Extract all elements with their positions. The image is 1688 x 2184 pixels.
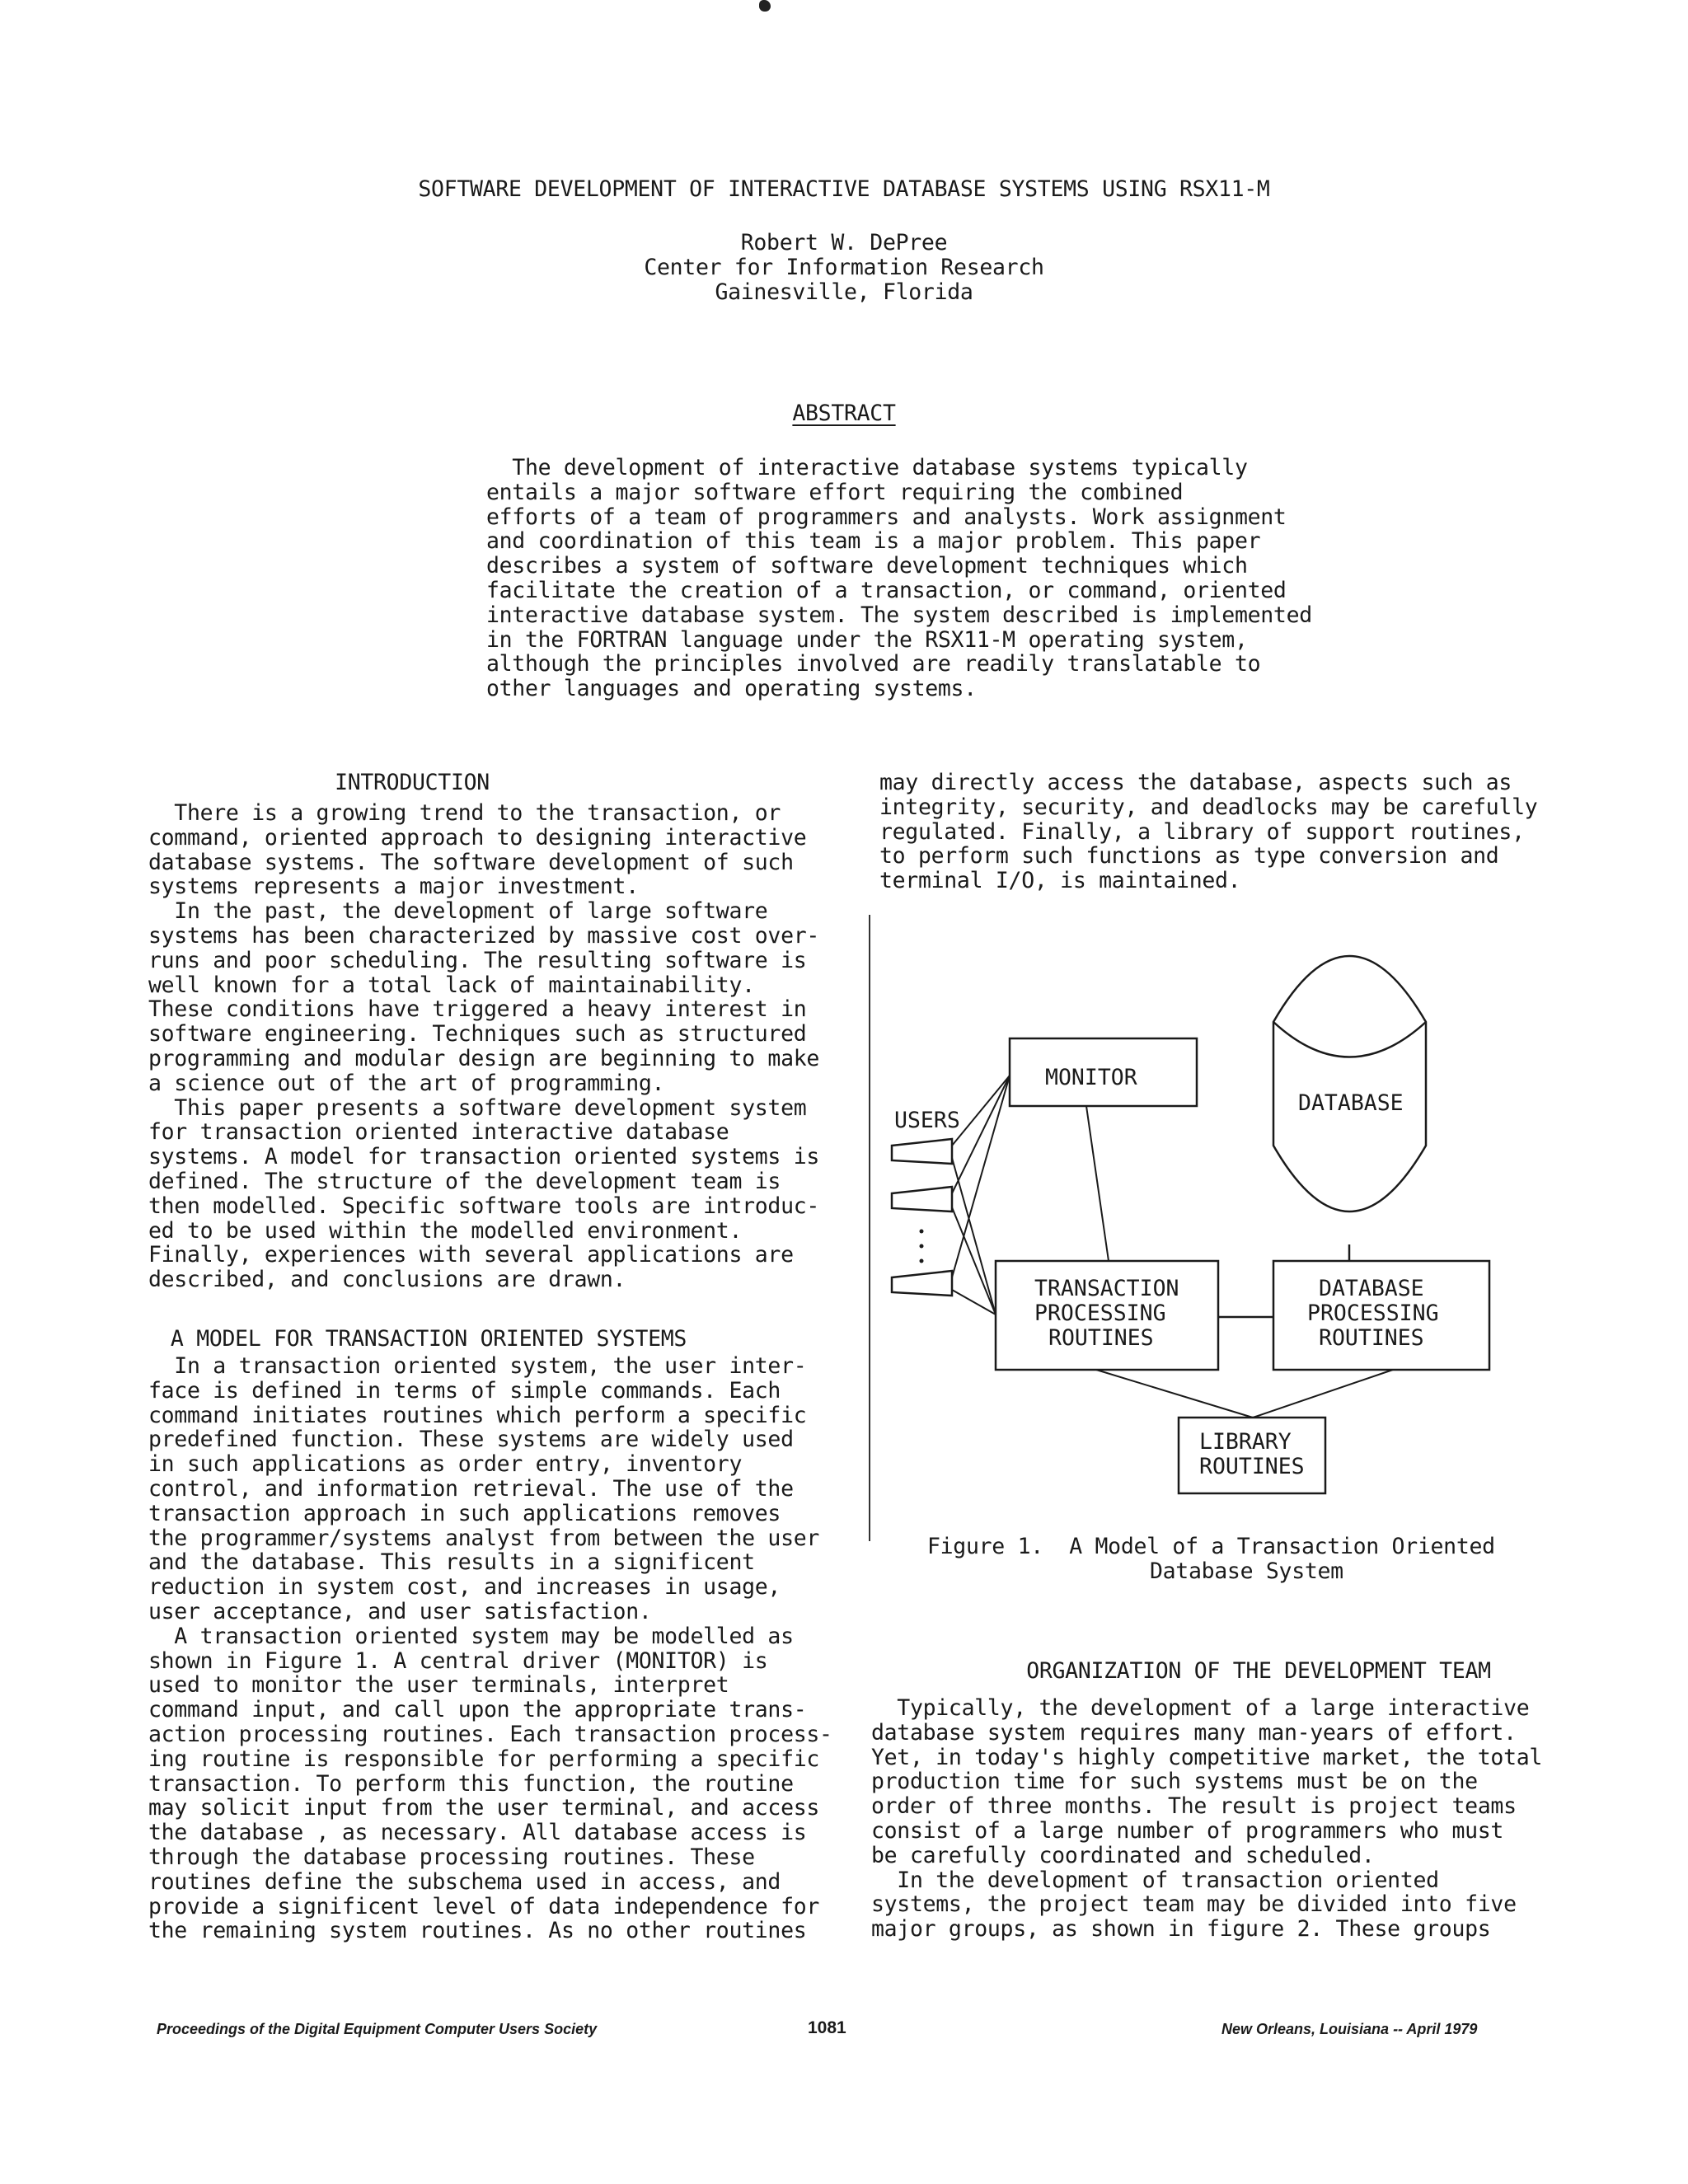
introduction-body	[148, 801, 832, 1292]
library-line: LIBRARY	[1199, 1429, 1292, 1455]
model-line: the remaining system routines. As no other routines	[148, 1918, 807, 1944]
model-line: provide a significent level of data independence for	[148, 1893, 820, 1919]
introduction-heading: INTRODUCTION	[335, 770, 490, 795]
org-line: database system requires many man-years of effort.	[871, 1719, 1517, 1746]
abstract-line: describes a system of software development techniques which	[486, 553, 1248, 579]
library-line: ROUTINES	[1199, 1454, 1305, 1479]
intro-line: described, and conclusions are drawn.	[148, 1267, 626, 1293]
author-affiliation: Center for Information Research	[644, 254, 1044, 280]
caption-line-1: Figure 1. A Model of a Transaction Oriented	[927, 1534, 1495, 1559]
right-line: regulated. Finally, a library of support routines,	[879, 818, 1525, 845]
org-line: order of three months. The result is project teams	[871, 1793, 1517, 1820]
intro-line: software engineering. Techniques such as structured	[148, 1021, 807, 1047]
model-line: command input, and call upon the appropriate trans-	[148, 1697, 807, 1723]
intro-line: well known for a total lack of maintainability.	[148, 972, 755, 998]
connector	[952, 1207, 996, 1315]
tpr-line: TRANSACTION	[1034, 1276, 1179, 1301]
users-label: USERS	[894, 1108, 960, 1133]
connector	[1253, 1370, 1393, 1418]
model-section-body	[148, 1354, 832, 1943]
intro-line: There is a growing trend to the transaction, or	[148, 800, 781, 826]
figure-1-diagram	[865, 915, 1558, 1541]
right-line: integrity, security, and deadlocks may be carefully	[879, 794, 1538, 820]
right-column-continuation	[879, 771, 1638, 893]
database-label: DATABASE	[1298, 1090, 1404, 1116]
figure-caption	[927, 1535, 1587, 1584]
tpr-line: ROUTINES	[1048, 1325, 1154, 1351]
dpr-line: DATABASE	[1319, 1276, 1424, 1301]
intro-line: These conditions have triggered a heavy interest in	[148, 996, 807, 1023]
right-line: may directly access the database, aspects such as	[879, 770, 1512, 795]
connector	[1096, 1370, 1253, 1418]
footer-page-number: 1081	[808, 2018, 846, 2037]
org-line: production time for such systems must be on the	[871, 1769, 1478, 1795]
organization-heading: ORGANIZATION OF THE DEVELOPMENT TEAM	[1026, 1658, 1491, 1684]
model-line: the database , as necessary. All database access is	[148, 1820, 807, 1846]
model-line: and the database. This results in a significent	[148, 1549, 755, 1576]
model-line: may solicit input from the user terminal, and access	[148, 1795, 820, 1821]
intro-line: In the past, the development of large software	[148, 898, 768, 925]
connector	[952, 1158, 996, 1315]
monitor-label: MONITOR	[1045, 1065, 1137, 1090]
model-line: action processing routines. Each transaction process-	[148, 1721, 832, 1747]
org-line: consist of a large number of programmers who must	[871, 1817, 1504, 1844]
footer-proceedings: Proceedings of the Digital Equipment Computer Users Society	[157, 2021, 598, 2037]
abstract-line: entails a major software effort requiring the combined	[486, 479, 1184, 505]
model-line: face is defined in terms of simple commands. Each	[148, 1377, 781, 1404]
model-line: In a transaction oriented system, the user inter-	[148, 1353, 807, 1379]
ellipsis-dot	[920, 1244, 924, 1249]
model-line: user acceptance, and user satisfaction.	[148, 1598, 652, 1624]
abstract-line: although the principles involved are readily translatable to	[486, 651, 1261, 677]
database-cylinder-rim	[1273, 1022, 1426, 1057]
ellipsis-dot	[920, 1230, 924, 1234]
org-line: major groups, as shown in figure 2. These groups	[871, 1916, 1491, 1943]
intro-line: systems represents a major investment.	[148, 874, 639, 900]
abstract-body	[486, 456, 1327, 701]
model-line: routines define the subschema used in access, and	[148, 1868, 781, 1895]
dpr-line: PROCESSING	[1307, 1301, 1439, 1326]
right-line: to perform such functions as type conversion and	[879, 843, 1499, 869]
author-name: Robert W. DePree	[740, 230, 948, 255]
model-line: used to monitor the user terminals, interpret	[148, 1672, 729, 1699]
database-cylinder	[1273, 956, 1426, 1212]
model-line: transaction. To perform this function, the routine	[148, 1770, 794, 1797]
model-line: command initiates routines which perform a specific	[148, 1402, 807, 1428]
intro-line: ed to be used within the modelled environment.	[148, 1217, 743, 1244]
model-section-heading: A MODEL FOR TRANSACTION ORIENTED SYSTEMS	[170, 1326, 687, 1352]
org-line: systems, the project team may be divided into five	[871, 1891, 1517, 1918]
model-line: transaction approach in such applications removes	[148, 1500, 781, 1526]
intro-line: a science out of the art of programming.	[148, 1070, 665, 1096]
user-terminal-3	[892, 1271, 952, 1296]
intro-line: database systems. The software development of such	[148, 849, 794, 875]
user-terminal-1	[892, 1139, 952, 1164]
intro-line: then modelled. Specific software tools are introduc-	[148, 1193, 820, 1219]
intro-line: systems. A model for transaction oriented systems is	[148, 1144, 820, 1170]
abstract-line: other languages and operating systems.	[486, 676, 977, 702]
abstract-line: and coordination of this team is a major problem. This paper	[486, 528, 1261, 555]
model-line: shown in Figure 1. A central driver (MONITOR) is	[148, 1647, 768, 1674]
abstract-line: interactive database system. The system described is implemented	[486, 602, 1312, 628]
abstract-line: efforts of a team of programmers and analysts. Work assignment	[486, 504, 1287, 530]
caption-line-2: Database System	[1150, 1558, 1343, 1584]
intro-line: Finally, experiences with several applications are	[148, 1242, 794, 1268]
intro-line: runs and poor scheduling. The resulting software is	[148, 947, 807, 973]
connector	[1086, 1106, 1109, 1261]
author-location: Gainesville, Florida	[715, 279, 973, 305]
intro-line: This paper presents a software development system	[148, 1094, 807, 1121]
right-line: terminal I/O, is maintained.	[879, 868, 1241, 894]
abstract-line: in the FORTRAN language under the RSX11-M operating system,	[486, 626, 1248, 653]
abstract-heading-text: ABSTRACT	[792, 401, 896, 426]
org-line: Yet, in today's highly competitive market, the total	[871, 1744, 1543, 1770]
author-block	[0, 231, 1688, 304]
ellipsis-dot	[920, 1259, 924, 1263]
intro-line: command, oriented approach to designing interactive	[148, 824, 807, 851]
intro-line: systems has been characterized by massive cost over-	[148, 922, 820, 949]
model-line: the programmer/systems analyst from between the user	[148, 1525, 820, 1551]
abstract-line: The development of interactive database systems typically	[486, 455, 1248, 480]
abstract-heading	[0, 401, 1688, 426]
model-line: through the database processing routines. These	[148, 1844, 755, 1870]
abstract-line: facilitate the creation of a transaction, or command, oriented	[486, 577, 1287, 603]
model-line: A transaction oriented system may be modelled as	[148, 1623, 794, 1649]
user-terminal-2	[892, 1187, 952, 1212]
footer-location-date: New Orleans, Louisiana -- April 1979	[1221, 2021, 1478, 2037]
tpr-line: PROCESSING	[1034, 1301, 1166, 1326]
org-line: In the development of transaction oriented	[871, 1867, 1439, 1893]
intro-line: defined. The structure of the development team is	[148, 1168, 781, 1194]
org-line: Typically, the development of a large interactive	[871, 1695, 1530, 1721]
intro-line: programming and modular design are beginning to make	[148, 1045, 820, 1071]
model-line: predefined function. These systems are widely used	[148, 1427, 794, 1453]
model-line: reduction in system cost, and increases in usage,	[148, 1574, 781, 1601]
org-line: be carefully coordinated and scheduled.	[871, 1842, 1375, 1868]
intro-line: for transaction oriented interactive database	[148, 1119, 729, 1146]
paper-title: SOFTWARE DEVELOPMENT OF INTERACTIVE DATABASE SYSTEMS USING RSX11-M	[418, 176, 1270, 202]
ink-blot	[759, 0, 771, 12]
model-line: control, and information retrieval. The use of the	[148, 1475, 794, 1502]
dpr-line: ROUTINES	[1319, 1325, 1424, 1351]
organization-body	[871, 1696, 1638, 1942]
model-line: in such applications as order entry, inventory	[148, 1451, 743, 1478]
model-line: ing routine is responsible for performing a specific	[148, 1746, 820, 1772]
